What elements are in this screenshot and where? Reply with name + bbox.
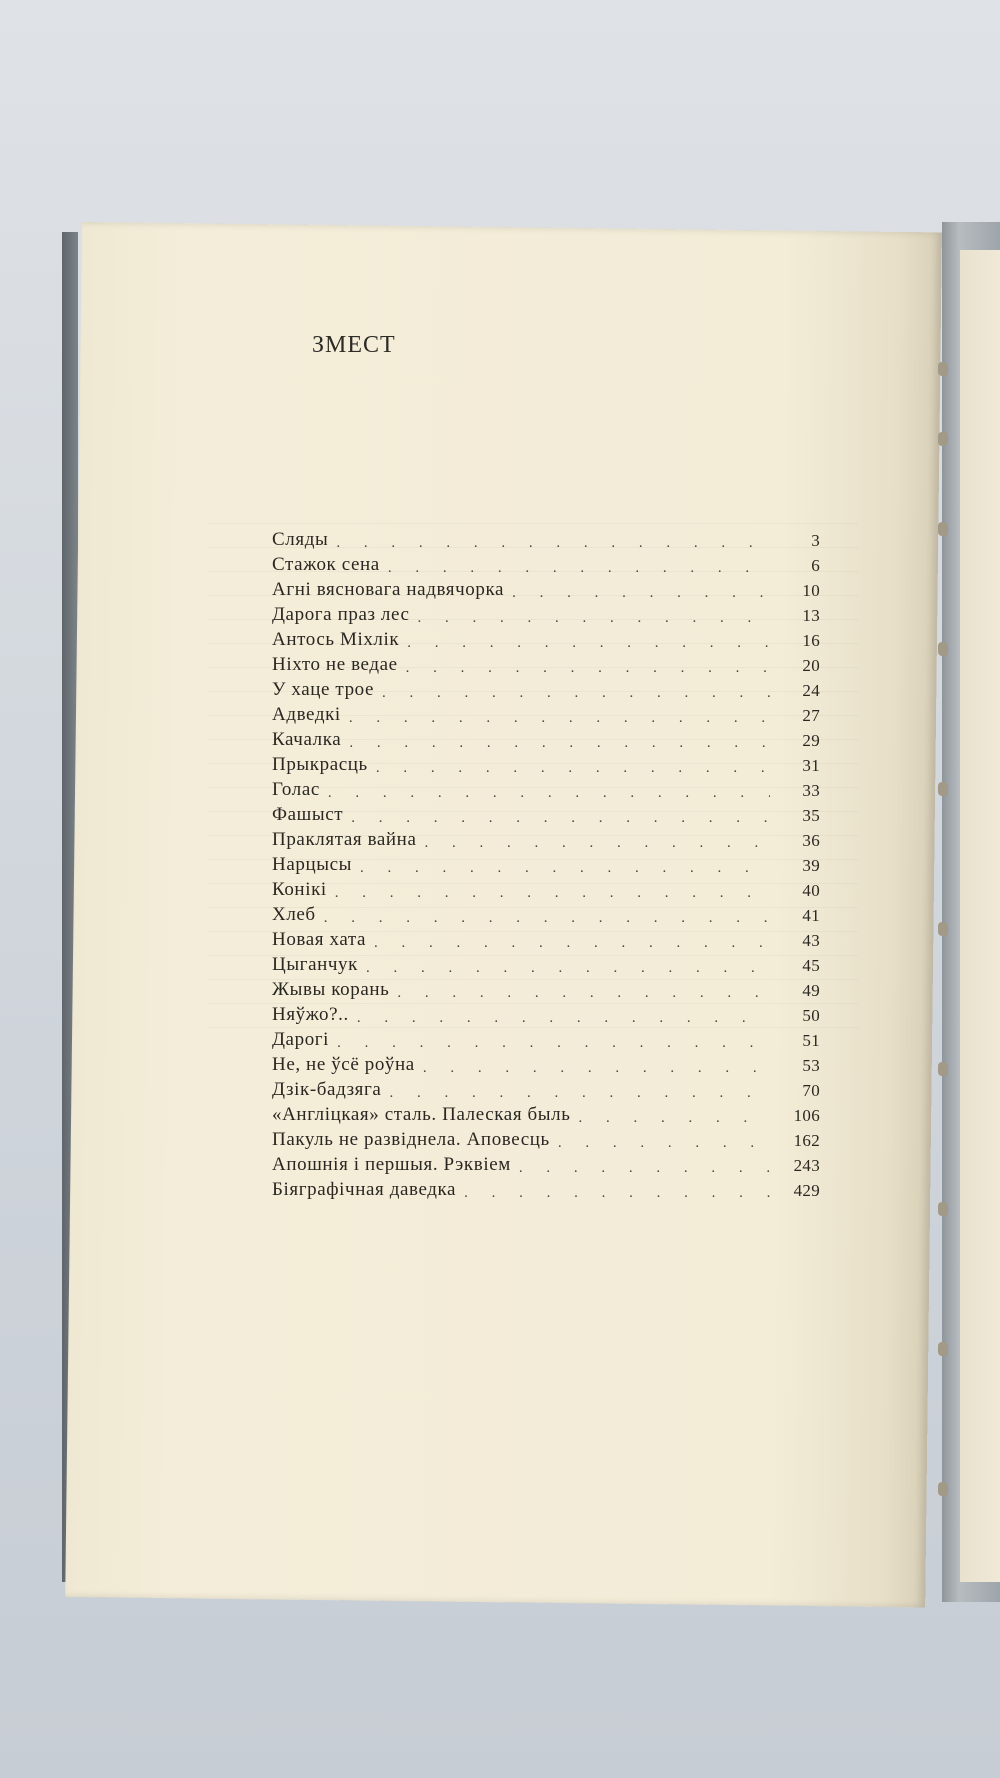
- table-of-contents: [272, 526, 820, 1201]
- toc-entry-page: 33: [802, 781, 820, 800]
- toc-entry-page: 243: [793, 1156, 820, 1175]
- dot-leader: [423, 1061, 770, 1076]
- toc-entry: [272, 976, 820, 1001]
- toc-entry-title: Качалка: [272, 729, 342, 750]
- dot-leader: [376, 761, 770, 776]
- toc-entry-page: 3: [811, 531, 820, 550]
- toc-entry: [272, 951, 820, 976]
- toc-entry-title: Нарцысы: [272, 854, 352, 875]
- dot-leader: [337, 1036, 770, 1051]
- toc-entry-title: Жывы корань: [272, 979, 390, 1000]
- toc-entry-title: Хлеб: [272, 904, 316, 925]
- binding-stitch: [938, 432, 948, 446]
- binding-stitch: [938, 922, 948, 936]
- dot-leader: [464, 1186, 770, 1201]
- toc-entry-page: 106: [793, 1106, 820, 1125]
- dot-leader: [349, 711, 770, 726]
- toc-entry-page: 40: [802, 881, 820, 900]
- binding-stitch: [938, 642, 948, 656]
- toc-entry-page: 27: [802, 706, 820, 725]
- toc-entry: [272, 801, 820, 826]
- dot-leader: [328, 786, 770, 801]
- binding-stitch: [938, 362, 948, 376]
- toc-entry-page: 41: [802, 906, 820, 925]
- dot-leader: [397, 986, 770, 1001]
- dot-leader: [418, 611, 770, 626]
- dot-leader: [558, 1136, 770, 1151]
- toc-entry-page: 6: [811, 556, 820, 575]
- toc-entry: [272, 1076, 820, 1101]
- toc-entry-page: 53: [802, 1056, 820, 1075]
- dot-leader: [324, 911, 770, 926]
- toc-entry-page: 162: [793, 1131, 820, 1150]
- toc-entry-title: Апошнія і першыя. Рэквіем: [272, 1154, 511, 1175]
- dot-leader: [366, 961, 770, 976]
- dot-leader: [579, 1111, 770, 1126]
- toc-entry-page: 10: [802, 581, 820, 600]
- dot-leader: [512, 586, 770, 601]
- toc-entry-title: Антось Міхлік: [272, 629, 400, 650]
- toc-entry: [272, 701, 820, 726]
- toc-entry-title: Ніхто не ведае: [272, 654, 398, 675]
- toc-entry: [272, 876, 820, 901]
- dot-leader: [374, 936, 770, 951]
- page-title: ЗМЕСТ: [312, 332, 396, 358]
- toc-entry-title: Дарога праз лес: [272, 604, 410, 625]
- toc-entry-title: Адведкі: [272, 704, 341, 725]
- dot-leader: [389, 1086, 770, 1101]
- right-page-edge: [960, 250, 1000, 1582]
- toc-entry-title: Конікі: [272, 879, 327, 900]
- toc-entry-page: 35: [802, 806, 820, 825]
- toc-entry: [272, 826, 820, 851]
- toc-entry: [272, 651, 820, 676]
- toc-entry: [272, 1101, 820, 1126]
- toc-entry: [272, 776, 820, 801]
- toc-entry-title: Агні вясновага надвячорка: [272, 579, 505, 600]
- dot-leader: [407, 636, 770, 651]
- toc-entry-page: 31: [802, 756, 820, 775]
- dot-leader: [388, 561, 770, 576]
- toc-entry-page: 429: [793, 1181, 820, 1200]
- toc-entry: [272, 901, 820, 926]
- toc-entry-page: 49: [802, 981, 820, 1000]
- toc-entry-title: Новая хата: [272, 929, 367, 950]
- toc-entry: [272, 1151, 820, 1176]
- toc-entry: [272, 676, 820, 701]
- toc-entry: [272, 626, 820, 651]
- toc-entry-title: Голас: [272, 779, 320, 800]
- toc-entry-page: 36: [802, 831, 820, 850]
- toc-entry-title: Дзік-бадзяга: [272, 1079, 382, 1100]
- toc-entry-page: 45: [802, 956, 820, 975]
- toc-entry-title: Цыганчук: [272, 954, 358, 975]
- dot-leader: [357, 1011, 770, 1026]
- dot-leader: [335, 886, 770, 901]
- toc-entry: [272, 851, 820, 876]
- toc-entry-title: Біяграфічная даведка: [272, 1179, 457, 1200]
- toc-entry: [272, 1026, 820, 1051]
- toc-entry-title: Стажок сена: [272, 554, 380, 575]
- toc-entry-page: 20: [802, 656, 820, 675]
- toc-entry: [272, 601, 820, 626]
- dot-leader: [519, 1161, 770, 1176]
- toc-entry-title: У хаце трое: [272, 679, 375, 700]
- toc-entry-title: Праклятая вайна: [272, 829, 417, 850]
- toc-entry-page: 29: [802, 731, 820, 750]
- toc-entry-title: Не, не ўсё роўна: [272, 1054, 415, 1075]
- toc-entry-title: Сляды: [272, 529, 329, 550]
- dot-leader: [406, 661, 770, 676]
- toc-entry-title: Дарогі: [272, 1029, 330, 1050]
- binding-stitch: [938, 1482, 948, 1496]
- toc-entry-page: 24: [802, 681, 820, 700]
- binding-stitch: [938, 1342, 948, 1356]
- dot-leader: [351, 811, 770, 826]
- toc-entry: [272, 1001, 820, 1026]
- toc-entry-title: Няўжо?..: [272, 1004, 349, 1025]
- toc-entry-page: 50: [802, 1006, 820, 1025]
- toc-entry: [272, 926, 820, 951]
- toc-entry: [272, 576, 820, 601]
- toc-entry: [272, 1051, 820, 1076]
- toc-entry-title: Фашыст: [272, 804, 344, 825]
- toc-entry: [272, 551, 820, 576]
- toc-entry-page: 70: [802, 1081, 820, 1100]
- binding-stitch: [938, 1202, 948, 1216]
- toc-entry-page: 39: [802, 856, 820, 875]
- toc-entry-title: Прыкрасць: [272, 754, 368, 775]
- toc-entry-title: «Англіцкая» сталь. Палеская быль: [272, 1104, 571, 1125]
- toc-entry: [272, 751, 820, 776]
- dot-leader: [382, 686, 770, 701]
- toc-entry-page: 51: [802, 1031, 820, 1050]
- dot-leader: [425, 836, 771, 851]
- toc-entry: [272, 726, 820, 751]
- binding-stitch: [938, 522, 948, 536]
- toc-entry-page: 13: [802, 606, 820, 625]
- toc-entry-title: Пакуль не развіднела. Аповесць: [272, 1129, 550, 1150]
- toc-entry: [272, 1126, 820, 1151]
- toc-entry: [272, 526, 820, 551]
- toc-entry-page: 43: [802, 931, 820, 950]
- dot-leader: [349, 736, 770, 751]
- toc-entry: [272, 1176, 820, 1201]
- dot-leader: [360, 861, 770, 876]
- dot-leader: [336, 536, 770, 551]
- binding-stitch: [938, 782, 948, 796]
- binding-stitch: [938, 1062, 948, 1076]
- toc-entry-page: 16: [802, 631, 820, 650]
